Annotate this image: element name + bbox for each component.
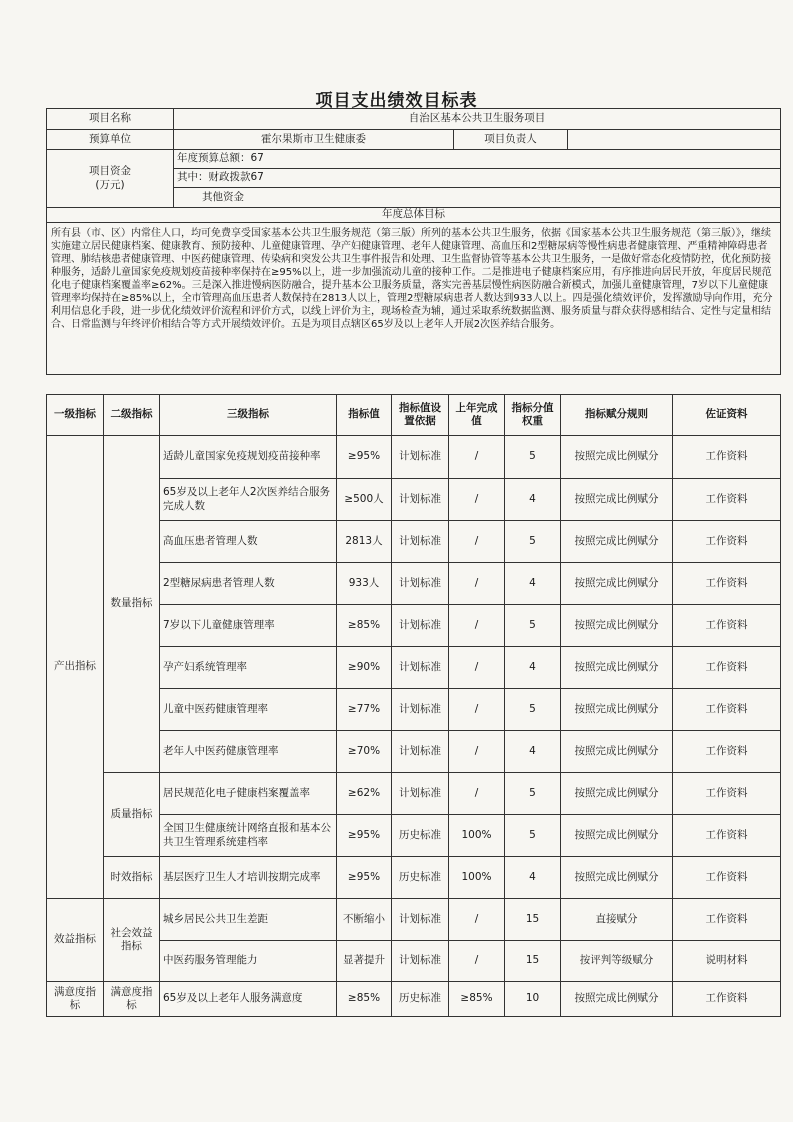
- previous-value: /: [449, 731, 505, 773]
- indicator-name: 65岁及以上老年人服务满意度: [160, 982, 337, 1017]
- evidence: 工作资料: [673, 731, 781, 773]
- scoring-rule: 按照完成比例赋分: [561, 815, 673, 857]
- indicator-value: ≥95%: [337, 857, 392, 899]
- evidence: 工作资料: [673, 899, 781, 941]
- indicator-value: ≥95%: [337, 815, 392, 857]
- indicator-weight: 5: [505, 689, 561, 731]
- previous-value: /: [449, 941, 505, 982]
- scoring-rule: 按照完成比例赋分: [561, 521, 673, 563]
- previous-value: 100%: [449, 815, 505, 857]
- goal-text: 所有县（市、区）内常住人口，均可免费享受国家基本公共卫生服务规范（第三版）所列的基本公共卫生服务，依据《国家基本公共卫生服务规范（第三版）》，继续实施建立居民健康档案、健康教育、预防接种、儿童健康管理、孕产妇健康管理、老年人健康管理、高血压和2型糖尿病等慢性病患者健康管理、严重精神障碍患者管理、肺结核患者健康管理、中医药健康管理、传染病和突发公共卫生事件报告和处理、卫生监督协管等基本公共卫生服务，一是做好常态化疫情防控，优化预防接种服务，适龄儿童国家免疫规划疫苗接种率保持在≥95%以上，进一步加强流动儿童的接种工作。二是推进电子健康档案应用，有序推进向居民开放，年度居民规范化电子健康档案覆盖率≥62%。三是深入推进慢病医防融合，提升基本公卫服务质量，落实完善基层慢性病医防融合新模式，加强儿童健康管理，7岁以下儿童健康管理率均保持在≥85%以上，全市管理高血压患者人数保持在2813人以上，管理2型糖尿病患者人数达到933人以上。四是强化绩效评价，发挥激励导向作用，充分利用信息化手段，进一步优化绩效评价流程和评价方式，以线上评价为主，现场检查为辅，通过采取系统数据监测、服务质量与群众获得感相结合、定性与定量相结合、日常监测与年终评价相结合等方式开展绩效评价。五是为项目点辖区65岁及以上老年人开展2次医养结合服务。: [47, 223, 781, 375]
- table-row: [47, 773, 781, 815]
- previous-value: /: [449, 479, 505, 521]
- level2-indicator: 社会效益指标: [104, 899, 160, 982]
- scoring-rule: 按照完成比例赋分: [561, 647, 673, 689]
- other-funds: 其他资金: [174, 188, 781, 208]
- previous-value: /: [449, 521, 505, 563]
- project-info-table: [46, 108, 781, 375]
- indicator-basis: 计划标准: [392, 731, 449, 773]
- budget-unit-value: 霍尔果斯市卫生健康委: [174, 130, 454, 150]
- indicator-basis: 计划标准: [392, 647, 449, 689]
- indicator-basis: 计划标准: [392, 941, 449, 982]
- level2-indicator: 满意度指标: [104, 982, 160, 1017]
- indicator-name: 全国卫生健康统计网络直报和基本公共卫生管理系统建档率: [160, 815, 337, 857]
- evidence: 工作资料: [673, 982, 781, 1017]
- column-header: 上年完成值: [449, 395, 505, 436]
- project-name-value: 自治区基本公共卫生服务项目: [174, 109, 781, 130]
- indicator-basis: 计划标准: [392, 479, 449, 521]
- table-row: [47, 899, 781, 941]
- scoring-rule: 按照完成比例赋分: [561, 436, 673, 479]
- scoring-rule: 按照完成比例赋分: [561, 731, 673, 773]
- level2-indicator: 数量指标: [104, 436, 160, 773]
- level2-indicator: 时效指标: [104, 857, 160, 899]
- indicator-weight: 5: [505, 436, 561, 479]
- previous-value: /: [449, 563, 505, 605]
- indicator-name: 儿童中医药健康管理率: [160, 689, 337, 731]
- scoring-rule: 按照完成比例赋分: [561, 689, 673, 731]
- budget-unit-label: 预算单位: [47, 130, 174, 150]
- indicator-name: 7岁以下儿童健康管理率: [160, 605, 337, 647]
- indicator-weight: 4: [505, 647, 561, 689]
- indicator-basis: 历史标准: [392, 815, 449, 857]
- indicator-weight: 4: [505, 479, 561, 521]
- indicator-name: 2型糖尿病患者管理人数: [160, 563, 337, 605]
- project-name-label: 项目名称: [47, 109, 174, 130]
- evidence: 工作资料: [673, 521, 781, 563]
- column-header: 指标分值权重: [505, 395, 561, 436]
- indicator-weight: 4: [505, 563, 561, 605]
- table-row: [47, 982, 781, 1017]
- indicator-name: 基层医疗卫生人才培训按期完成率: [160, 857, 337, 899]
- evidence: 工作资料: [673, 857, 781, 899]
- indicator-value: ≥77%: [337, 689, 392, 731]
- indicator-value: 2813人: [337, 521, 392, 563]
- evidence: 工作资料: [673, 773, 781, 815]
- evidence: 说明材料: [673, 941, 781, 982]
- evidence: 工作资料: [673, 563, 781, 605]
- scoring-rule: 直接赋分: [561, 899, 673, 941]
- scoring-rule: 按评判等级赋分: [561, 941, 673, 982]
- evidence: 工作资料: [673, 647, 781, 689]
- indicator-weight: 5: [505, 521, 561, 563]
- previous-value: /: [449, 689, 505, 731]
- column-header: 指标赋分规则: [561, 395, 673, 436]
- indicator-weight: 4: [505, 857, 561, 899]
- previous-value: /: [449, 436, 505, 479]
- fiscal-funds: 其中：财政拨款67: [174, 169, 781, 188]
- indicator-name: 65岁及以上老年人2次医养结合服务完成人数: [160, 479, 337, 521]
- indicator-name: 老年人中医药健康管理率: [160, 731, 337, 773]
- scoring-rule: 按照完成比例赋分: [561, 479, 673, 521]
- indicator-basis: 计划标准: [392, 521, 449, 563]
- goal-label: 年度总体目标: [47, 208, 781, 223]
- indicator-value: ≥95%: [337, 436, 392, 479]
- scoring-rule: 按照完成比例赋分: [561, 982, 673, 1017]
- evidence: 工作资料: [673, 815, 781, 857]
- indicator-weight: 15: [505, 941, 561, 982]
- indicator-value: ≥85%: [337, 982, 392, 1017]
- indicator-value: ≥70%: [337, 731, 392, 773]
- indicator-name: 孕产妇系统管理率: [160, 647, 337, 689]
- evidence: 工作资料: [673, 605, 781, 647]
- indicator-value: 显著提升: [337, 941, 392, 982]
- indicator-weight: 4: [505, 731, 561, 773]
- indicator-name: 居民规范化电子健康档案覆盖率: [160, 773, 337, 815]
- column-header: 三级指标: [160, 395, 337, 436]
- leader-label: 项目负责人: [454, 130, 568, 150]
- previous-value: 100%: [449, 857, 505, 899]
- table-row: [47, 857, 781, 899]
- level1-indicator: 效益指标: [47, 899, 104, 982]
- indicator-basis: 计划标准: [392, 773, 449, 815]
- indicator-value: ≥62%: [337, 773, 392, 815]
- column-header: 指标值设置依据: [392, 395, 449, 436]
- indicator-basis: 历史标准: [392, 857, 449, 899]
- previous-value: /: [449, 899, 505, 941]
- level1-indicator: 产出指标: [47, 436, 104, 899]
- indicator-name: 适龄儿童国家免疫规划疫苗接种率: [160, 436, 337, 479]
- indicator-weight: 5: [505, 773, 561, 815]
- indicator-name: 中医药服务管理能力: [160, 941, 337, 982]
- leader-value: [568, 130, 781, 150]
- indicator-name: 城乡居民公共卫生差距: [160, 899, 337, 941]
- indicator-basis: 计划标准: [392, 563, 449, 605]
- table-row: [47, 436, 781, 479]
- indicator-weight: 10: [505, 982, 561, 1017]
- annual-budget: 年度预算总额：67: [174, 150, 781, 169]
- indicator-table: [46, 394, 781, 1017]
- indicator-weight: 5: [505, 605, 561, 647]
- column-header: 指标值: [337, 395, 392, 436]
- scoring-rule: 按照完成比例赋分: [561, 857, 673, 899]
- indicator-value: ≥500人: [337, 479, 392, 521]
- indicator-value: 933人: [337, 563, 392, 605]
- column-header: 佐证资料: [673, 395, 781, 436]
- indicator-basis: 计划标准: [392, 605, 449, 647]
- evidence: 工作资料: [673, 479, 781, 521]
- indicator-weight: 5: [505, 815, 561, 857]
- level1-indicator: 满意度指标: [47, 982, 104, 1017]
- previous-value: /: [449, 647, 505, 689]
- level2-indicator: 质量指标: [104, 773, 160, 857]
- indicator-basis: 计划标准: [392, 436, 449, 479]
- previous-value: ≥85%: [449, 982, 505, 1017]
- indicator-basis: 计划标准: [392, 899, 449, 941]
- scoring-rule: 按照完成比例赋分: [561, 605, 673, 647]
- funds-label: 项目资金 (万元): [47, 150, 174, 208]
- evidence: 工作资料: [673, 436, 781, 479]
- previous-value: /: [449, 773, 505, 815]
- scoring-rule: 按照完成比例赋分: [561, 563, 673, 605]
- indicator-basis: 计划标准: [392, 689, 449, 731]
- column-header: 二级指标: [104, 395, 160, 436]
- indicator-name: 高血压患者管理人数: [160, 521, 337, 563]
- indicator-value: ≥85%: [337, 605, 392, 647]
- previous-value: /: [449, 605, 505, 647]
- page-title: 项目支出绩效目标表: [315, 91, 478, 111]
- indicator-weight: 15: [505, 899, 561, 941]
- evidence: 工作资料: [673, 689, 781, 731]
- indicator-value: 不断缩小: [337, 899, 392, 941]
- indicator-basis: 历史标准: [392, 982, 449, 1017]
- indicator-value: ≥90%: [337, 647, 392, 689]
- scoring-rule: 按照完成比例赋分: [561, 773, 673, 815]
- column-header: 一级指标: [47, 395, 104, 436]
